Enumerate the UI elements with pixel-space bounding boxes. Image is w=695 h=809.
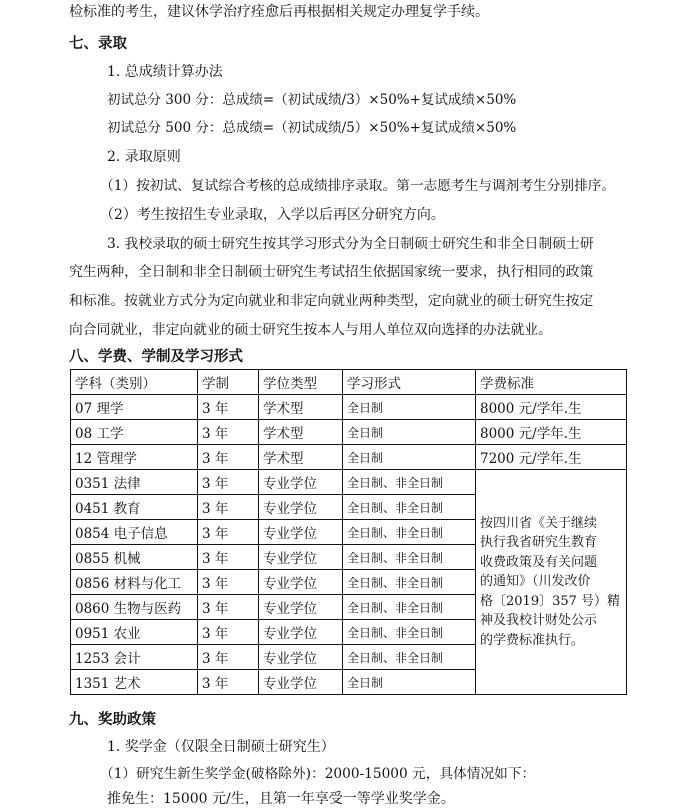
study-form-cell: 全日制、非全日制 — [343, 570, 476, 595]
discipline-cell: 12 管理学 — [71, 445, 198, 470]
discipline-cell: 0855 机械 — [71, 545, 198, 570]
study-form-cell: 全日制 — [343, 395, 476, 420]
admission-form-line-3: 和标准。按就业方式分为定向就业和非定向就业两种类型，定向就业的硕士研究生按定 — [69, 293, 594, 309]
study-form-cell: 全日制、非全日制 — [343, 620, 476, 645]
fee-note-line: 收费政策及有关问题 — [480, 554, 598, 570]
discipline-cell: 0860 生物与医药 — [71, 595, 198, 620]
study-form-cell: 全日制 — [343, 420, 476, 445]
discipline-cell: 0951 农业 — [71, 620, 198, 645]
column-header: 学位类型 — [259, 370, 343, 395]
fee-note-line: 神及我校计财处公示 — [480, 613, 598, 629]
duration-cell: 3 年 — [198, 545, 259, 570]
duration-cell: 3 年 — [198, 570, 259, 595]
admission-form-line-2: 究生两种，全日制和非全日制硕士研究生考试招生依据国家统一要求，执行相同的政策 — [69, 264, 594, 280]
section9-heading: 九、奖助政策 — [69, 712, 156, 728]
degree-type-cell: 专业学位 — [259, 645, 343, 670]
fee-note-line: 按四川省《关于继续 — [480, 515, 598, 531]
duration-cell: 3 年 — [198, 620, 259, 645]
column-header: 学费标准 — [476, 370, 627, 395]
admission-form-line-1: 3. 我校录取的硕士研究生按其学习形式分为全日制硕士研究生和非全日制硕士研 — [107, 236, 594, 252]
study-form-cell: 全日制、非全日制 — [343, 595, 476, 620]
discipline-cell: 1253 会计 — [71, 645, 198, 670]
degree-type-cell: 专业学位 — [259, 595, 343, 620]
column-header: 学科（类别） — [71, 370, 198, 395]
admission-principle-title: 2. 录取原则 — [107, 149, 181, 165]
study-form-cell: 全日制、非全日制 — [343, 545, 476, 570]
duration-cell: 3 年 — [198, 645, 259, 670]
formula-500: 初试总分 500 分：总成绩=（初试成绩/5）×50%+复试成绩×50% — [107, 120, 517, 136]
degree-type-cell: 专业学位 — [259, 545, 343, 570]
degree-type-cell: 学术型 — [259, 420, 343, 445]
total-score-method-title: 1. 总成绩计算办法 — [107, 64, 223, 80]
degree-type-cell: 学术型 — [259, 395, 343, 420]
table-row — [71, 395, 627, 420]
duration-cell: 3 年 — [198, 595, 259, 620]
degree-type-cell: 专业学位 — [259, 495, 343, 520]
duration-cell: 3 年 — [198, 495, 259, 520]
column-header: 学制 — [198, 370, 259, 395]
table-header-row — [71, 370, 627, 395]
fee-cell: 8000 元/学年.生 — [476, 420, 627, 445]
duration-cell: 3 年 — [198, 470, 259, 495]
formula-300: 初试总分 300 分：总成绩=（初试成绩/3）×50%+复试成绩×50% — [107, 92, 517, 108]
study-form-cell: 全日制、非全日制 — [343, 645, 476, 670]
discipline-cell: 08 工学 — [71, 420, 198, 445]
column-header: 学习形式 — [343, 370, 476, 395]
study-form-cell: 全日制、非全日制 — [343, 495, 476, 520]
fee-cell: 8000 元/学年.生 — [476, 395, 627, 420]
scholarship-title: 1. 奖学金（仅限全日制硕士研究生） — [107, 739, 335, 755]
new-student-scholarship-line: （1）研究生新生奖学金(破格除外)：2000-15000 元，具体情况如下： — [100, 766, 536, 782]
fee-note-line: 执行我省研究生教育 — [480, 535, 598, 551]
table-row — [71, 445, 627, 470]
recommended-student-line: 推免生：15000 元/生，且第一年享受一等学业奖学金。 — [107, 791, 455, 807]
study-form-cell: 全日制 — [343, 670, 476, 695]
tuition-table — [70, 369, 627, 695]
degree-type-cell: 学术型 — [259, 445, 343, 470]
table-row — [71, 420, 627, 445]
fee-cell: 7200 元/学年.生 — [476, 445, 627, 470]
duration-cell: 3 年 — [198, 520, 259, 545]
discipline-cell: 0854 电子信息 — [71, 520, 198, 545]
degree-type-cell: 专业学位 — [259, 620, 343, 645]
duration-cell: 3 年 — [198, 420, 259, 445]
discipline-cell: 0351 法律 — [71, 470, 198, 495]
degree-type-cell: 专业学位 — [259, 670, 343, 695]
study-form-cell: 全日制 — [343, 445, 476, 470]
discipline-cell: 0856 材料与化工 — [71, 570, 198, 595]
section7-heading: 七、录取 — [69, 36, 127, 52]
admission-principle-2: （2）考生按招生专业录取，入学以后再区分研究方向。 — [100, 207, 445, 223]
section8-heading: 八、学费、学制及学习形式 — [69, 349, 243, 365]
fee-note-line: 的学费标准执行。 — [480, 632, 585, 648]
duration-cell: 3 年 — [198, 395, 259, 420]
fee-policy-note — [476, 470, 627, 695]
admission-principle-1: （1）按初试、复试综合考核的总成绩排序录取。第一志愿考生与调剂考生分别排序。 — [100, 178, 616, 194]
intro-tail-text: 检标准的考生，建议休学治疗痊愈后再根据相关规定办理复学手续。 — [69, 4, 489, 20]
table-row — [71, 470, 627, 495]
degree-type-cell: 专业学位 — [259, 470, 343, 495]
fee-note-line: 格〔2019〕357 号）精 — [480, 593, 621, 609]
study-form-cell: 全日制、非全日制 — [343, 520, 476, 545]
admission-form-line-4: 向合同就业，非定向就业的硕士研究生按本人与用人单位双向选择的办法就业。 — [69, 322, 552, 338]
discipline-cell: 1351 艺术 — [71, 670, 198, 695]
study-form-cell: 全日制、非全日制 — [343, 470, 476, 495]
fee-note-line: 的通知》（川发改价 — [480, 574, 591, 590]
duration-cell: 3 年 — [198, 670, 259, 695]
discipline-cell: 07 理学 — [71, 395, 198, 420]
degree-type-cell: 专业学位 — [259, 570, 343, 595]
duration-cell: 3 年 — [198, 445, 259, 470]
discipline-cell: 0451 教育 — [71, 495, 198, 520]
degree-type-cell: 专业学位 — [259, 520, 343, 545]
